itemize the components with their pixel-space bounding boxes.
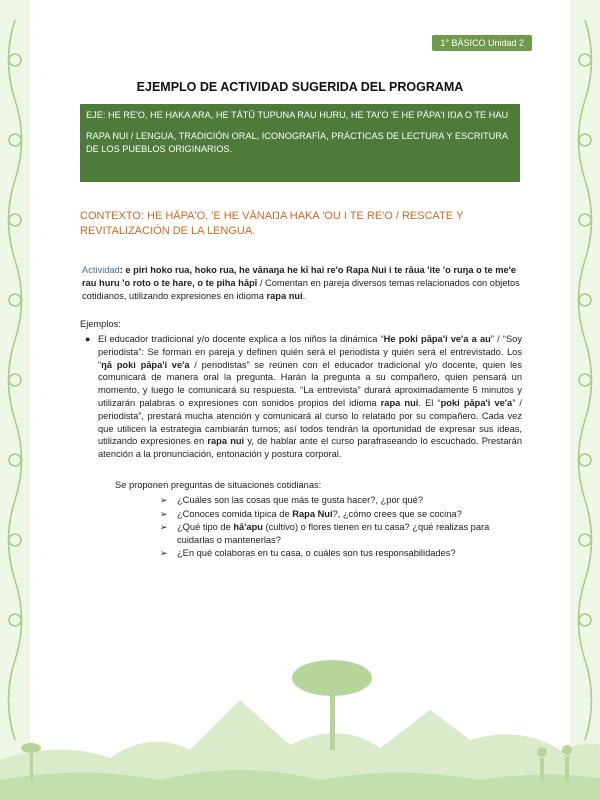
activity-spanish-text: / Comentan en pareja diversos temas relacionados con objetos cotidianos, utilizando expresiones en idioma <box>82 278 520 301</box>
page-title: EJEMPLO DE ACTIVIDAD SUGERIDA DEL PROGRAMA <box>136 80 464 94</box>
question-text: (cultivo) o flores tienen en tu casa? ¿qué realizas para cuidarlas o mantenerlas? <box>177 522 490 545</box>
example-text-part: El educador tradicional y/o docente explica a los niños la dinámica “ <box>98 334 384 344</box>
example-text <box>98 333 522 461</box>
activity-period: . <box>302 291 306 301</box>
question-item <box>160 521 522 546</box>
question-item <box>160 494 522 507</box>
question-text: ¿Qué tipo de <box>177 522 234 533</box>
example-text-part: ” / “Soy periodista”: Se forman en pareja y definen quién será el periodista y quién será el entrevistado. Los “ <box>98 334 522 370</box>
question-text: ¿Conoces comida típica de <box>177 508 293 519</box>
example-bold-part: poki pāpa'i ve'a <box>440 397 513 408</box>
question-bold: hā'apu <box>233 522 263 533</box>
example-text-part: / periodistas” se reúnen con el educador tradicional y/o docente, quien les comunicará de manera oral la pregunta. Harán la pregunta a su compañero, quien pensará un momento, y luego le comunicará su respuesta. “La entrevista” durará aproximadamente 5 minutos y utilizarán palabras o expresiones con sonidos propios del idioma <box>98 359 522 408</box>
activity-rapanui-text: : e piri hoko rua, hoko rua, he vānaŋa he kī hai re'o Rapa Nui i te rāua 'ite 'o ruŋa o te me'e rau huru 'o roto o te hare, o te piha hāpī <box>82 265 517 288</box>
example-bold-part: rapa nui <box>207 436 245 447</box>
example-text-part: . El “ <box>418 397 441 408</box>
arrow-bullet-icon: ➢ <box>160 548 168 559</box>
example-bold-part: ŋā poki pāpa'i ve'a <box>101 359 190 370</box>
arrow-bullet-icon: ➢ <box>160 495 168 505</box>
question-text: ?, ¿cómo crees que se cocina? <box>332 508 462 519</box>
landscape-illustration <box>0 640 600 800</box>
arrow-bullet-icon: ➢ <box>160 522 168 533</box>
question-text: ¿En qué colaboras en tu casa, o cuáles son tus responsabilidades? <box>177 548 456 559</box>
axis-line: EJE: HE RE'O, HE HAKA ARA, HE TĀTŪ TUPUNA RAU HURU, HE TAI'O 'E HE PĀPA'I IŊA O TE HAU <box>86 110 509 120</box>
bullet-dot-icon: ● <box>85 334 91 344</box>
question-item <box>160 508 522 521</box>
activity-language-name: rapa nui <box>266 291 303 301</box>
example-bold-part: He poki pāpa'i ve'a a au <box>383 334 491 344</box>
example-bold-part: rapa nui <box>380 397 419 408</box>
axis-subtitle: RAPA NUI / LENGUA, TRADICIÓN ORAL, ICONOGRAFÍA, PRÁCTICAS DE LECTURA Y ESCRITURA DE LOS PUEBLOS ORIGINARIOS. <box>86 131 508 154</box>
questions-intro: Se proponen preguntas de situaciones cotidianas: <box>115 480 322 490</box>
question-bold: Rapa Nui <box>292 508 333 519</box>
examples-label: Ejemplos: <box>80 319 121 329</box>
context-heading: CONTEXTO: HE HĀPA'O, 'E HE VĀNAŊA HAKA 'OU I TE RE'O / RESCATE Y REVITALIZACIÓN DE LA LENGUA. <box>80 210 464 237</box>
question-item <box>160 547 522 560</box>
arrow-bullet-icon: ➢ <box>160 508 168 519</box>
question-text: ¿Cuáles son las cosas que más te gusta hacer?, ¿por qué? <box>177 495 423 505</box>
example-text-part: y, de hablar ante el curso parafraseando lo escuchado. Prestarán atención a la pronunciación, entonación y postura corporal. <box>98 436 522 460</box>
example-text-part: ” / periodista”, prestará mucha atención y comunicará al curso lo relatado por su compañero. Cada vez que utilicen la estrategia cambiarán turnos; así todos tendrán la oportunidad de expresar sus ideas, utilizando expresiones en <box>98 397 522 447</box>
grade-unit-badge: 1° BÁSICO Unidad 2 <box>432 35 532 51</box>
axis-info-box <box>80 104 520 182</box>
questions-list <box>160 494 522 561</box>
activity-label: Actividad <box>82 265 120 275</box>
example-bullet <box>80 333 522 461</box>
activity-paragraph <box>82 264 522 303</box>
